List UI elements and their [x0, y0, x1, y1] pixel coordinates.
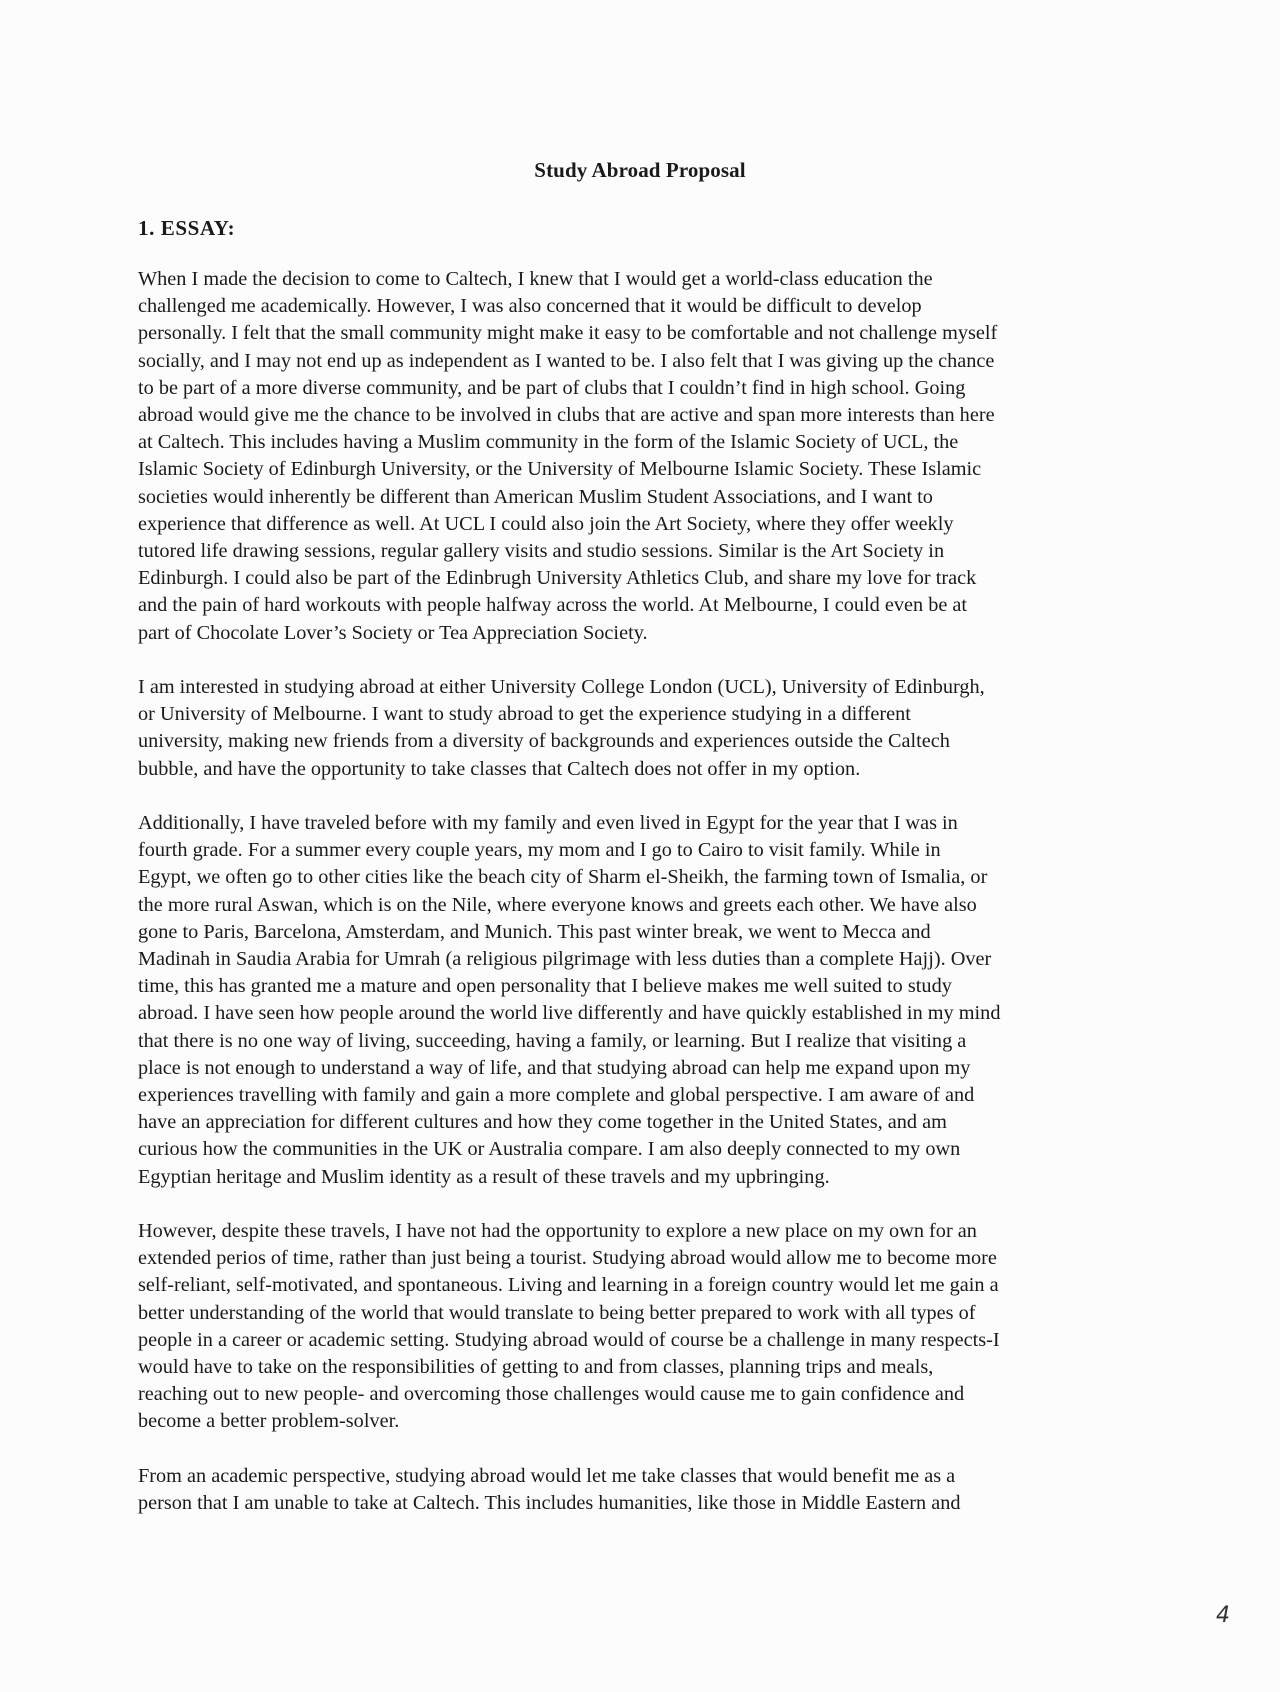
section-heading: 1. ESSAY:	[138, 216, 236, 240]
document-title: Study Abroad Proposal	[534, 158, 746, 182]
text-line: part of Chocolate Lover’s Society or Tea Appreciation Society.	[138, 621, 648, 644]
text-line: at Caltech. This includes having a Muslim community in the form of the Islamic Society of UCL, the	[138, 431, 959, 454]
essay-body	[138, 266, 1138, 1544]
text-line: socially, and I may not end up as independent as I wanted to be. I also felt that I was giving up the chance	[138, 349, 995, 372]
text-line: personally. I felt that the small community might make it easy to be comfortable and not challenge myself	[138, 322, 998, 345]
text-line: Egypt, we often go to other cities like the beach city of Sharm el-Sheikh, the farming town of Ismalia, or	[138, 866, 988, 889]
text-line: become a better problem-solver.	[138, 1410, 400, 1433]
text-line: abroad would give me the chance to be involved in clubs that are active and span more interests than here	[138, 404, 995, 427]
text-line: Additionally, I have traveled before with my family and even lived in Egypt for the year that I was in	[138, 812, 958, 835]
text-line: to be part of a more diverse community, and be part of clubs that I couldn’t find in high school. Going	[138, 376, 966, 399]
text-line: experiences travelling with family and gain a more complete and global perspective. I am aware of and	[138, 1084, 975, 1107]
text-line: people in a career or academic setting. Studying abroad would of course be a challenge in many respects-I	[138, 1328, 1000, 1351]
text-line: However, despite these travels, I have not had the opportunity to explore a new place on my own for an	[138, 1220, 977, 1243]
text-line: extended perios of time, rather than just being a tourist. Studying abroad would allow me to become more	[138, 1247, 997, 1270]
text-line: time, this has granted me a mature and open personality that I believe makes me well suited to study	[138, 975, 952, 998]
text-line: that there is no one way of living, succeeding, having a family, or learning. But I realize that visiting a	[138, 1029, 967, 1052]
text-line: fourth grade. For a summer every couple years, my mom and I go to Cairo to visit family. While in	[138, 839, 941, 862]
paragraph	[138, 810, 1138, 1191]
text-line: I am interested in studying abroad at either University College London (UCL), University of Edinburgh,	[138, 676, 985, 699]
text-line: gone to Paris, Barcelona, Amsterdam, and Munich. This past winter break, we went to Mecca and	[138, 920, 931, 943]
text-line: or University of Melbourne. I want to study abroad to get the experience studying in a different	[138, 703, 911, 726]
text-line: challenged me academically. However, I was also concerned that it would be difficult to develop	[138, 295, 922, 318]
text-line: place is not enough to understand a way of life, and that studying abroad can help me expand upon my	[138, 1056, 971, 1079]
text-line: From an academic perspective, studying abroad would let me take classes that would benefit me as a	[138, 1464, 956, 1487]
paragraph	[138, 266, 1138, 647]
text-line: When I made the decision to come to Caltech, I knew that I would get a world-class education the	[138, 268, 933, 290]
text-line: bubble, and have the opportunity to take classes that Caltech does not offer in my option.	[138, 757, 861, 780]
text-line: the more rural Aswan, which is on the Nile, where everyone knows and greets each other. We have also	[138, 893, 977, 916]
text-line: university, making new friends from a diversity of backgrounds and experiences outside the Caltech	[138, 730, 950, 753]
paragraph	[138, 1218, 1138, 1436]
text-line: person that I am unable to take at Caltech. This includes humanities, like those in Middle Eastern and	[138, 1492, 961, 1515]
text-line: societies would inherently be different than American Muslim Student Associations, and I want to	[138, 485, 933, 508]
paragraph	[138, 674, 1138, 783]
text-line: Islamic Society of Edinburgh University, or the University of Melbourne Islamic Society. These Islamic	[138, 458, 982, 481]
text-line: experience that difference as well. At UCL I could also join the Art Society, where they offer weekly	[138, 512, 954, 535]
text-line: reaching out to new people- and overcoming those challenges would cause me to gain confidence and	[138, 1383, 965, 1406]
text-line: Edinburgh. I could also be part of the Edinbrugh University Athletics Club, and share my love for track	[138, 567, 977, 590]
text-line: abroad. I have seen how people around the world live differently and have quickly established in my mind	[138, 1002, 1001, 1025]
text-line: curious how the communities in the UK or Australia compare. I am also deeply connected to my own	[138, 1138, 961, 1161]
text-line: tutored life drawing sessions, regular gallery visits and studio sessions. Similar is the Art Society in	[138, 540, 945, 563]
text-line: Egyptian heritage and Muslim identity as a result of these travels and my upbringing.	[138, 1165, 830, 1188]
paragraph	[138, 1463, 1138, 1517]
text-line: better understanding of the world that would translate to being better prepared to work with all types of	[138, 1301, 976, 1324]
text-line: have an appreciation for different cultures and how they come together in the United States, and am	[138, 1111, 947, 1134]
page-number: 4	[1216, 1603, 1230, 1628]
text-line: would have to take on the responsibilities of getting to and from classes, planning trips and meals,	[138, 1356, 934, 1379]
text-line: and the pain of hard workouts with people halfway across the world. At Melbourne, I could even be at	[138, 594, 968, 617]
text-line: Madinah in Saudia Arabia for Umrah (a religious pilgrimage with less duties than a complete Hajj). Over	[138, 948, 992, 971]
text-line: self-reliant, self-motivated, and spontaneous. Living and learning in a foreign country would let me gain a	[138, 1274, 999, 1297]
